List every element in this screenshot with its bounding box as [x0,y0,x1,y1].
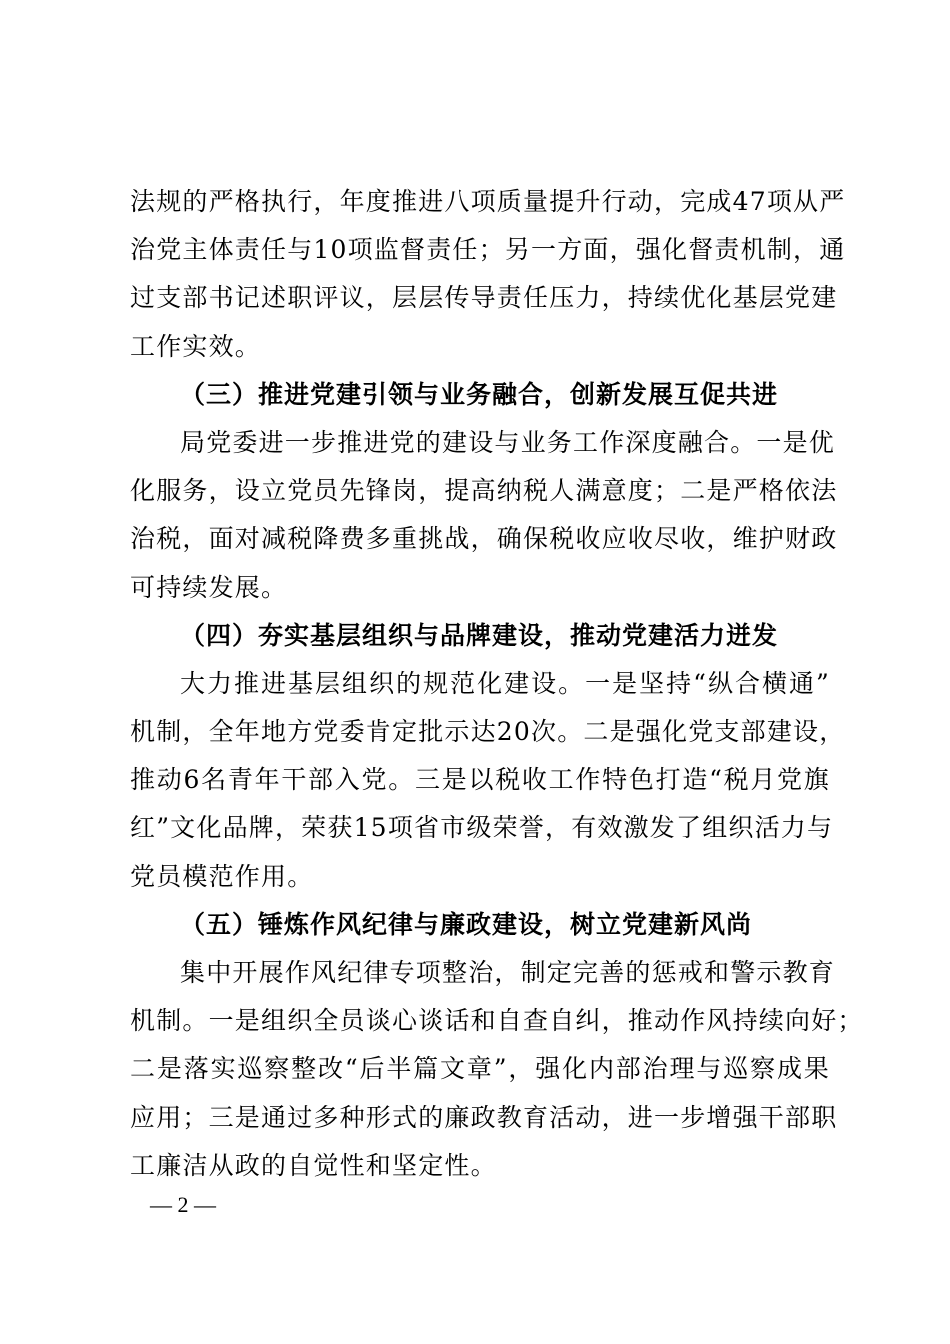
paragraph-line: 化服务，设立党员先锋岗，提高纳税人满意度；二是严格依法 [130,476,838,506]
paragraph-line: 治党主体责任与10项监督责任；另一方面，强化督责机制，通 [130,235,846,265]
paragraph-line: 过支部书记述职评议，层层传导责任压力，持续优化基层党建 [130,283,838,313]
paragraph-line: 大力推进基层组织的规范化建设。一是坚持“纵合横通” [180,668,830,698]
paragraph-line: 党员模范作用。 [130,861,314,891]
paragraph-line: 红”文化品牌，荣获15项省市级荣誉，有效激发了组织活力与 [130,813,834,843]
paragraph-line: 集中开展作风纪律专项整治，制定完善的惩戒和警示教育 [180,958,836,987]
paragraph-line: 工廉洁从政的自觉性和坚定性。 [130,1150,497,1180]
section-heading-5: （五）锤炼作风纪律与廉政建设，树立党建新风尚 [180,909,753,939]
document-body [130,178,864,1190]
paragraph-section-3 [130,419,838,612]
section-heading-3: （三）推进党建引领与业务融合，创新发展互促共进 [180,379,779,409]
paragraph-line: 应用；三是通过多种形式的廉政教育活动，进一步增强干部职 [130,1102,838,1132]
paragraph-line: 机制，全年地方党委肯定批示达20次。二是强化党支部建设， [130,717,846,747]
paragraph-section-4 [130,660,846,901]
paragraph-line: 工作实效。 [130,331,262,361]
paragraph-line: 法规的严格执行，年度推进八项质量提升行动，完成47项从严 [130,187,846,216]
paragraph-line: 二是落实巡察整改“后半篇文章”，强化内部治理与巡察成果 [130,1054,830,1084]
paragraph-section-5 [130,949,864,1190]
paragraph-line: 治税，面对减税降费多重挑战，确保税收应收尽收，维护财政 [130,524,838,554]
page-number: — 2 — [150,1192,216,1217]
paragraph-continued [130,178,846,371]
section-heading-4: （四）夯实基层组织与品牌建设，推动党建活力迸发 [180,620,779,650]
paragraph-line: 可持续发展。 [130,572,288,602]
paragraph-line: 机制。一是组织全员谈心谈话和自查自纠，推动作风持续向好； [130,1006,864,1036]
paragraph-line: 局党委进一步推进党的建设与业务工作深度融合。一是优 [180,427,836,457]
paragraph-line: 推动6名青年干部入党。三是以税收工作特色打造“税月党旗 [130,765,830,795]
